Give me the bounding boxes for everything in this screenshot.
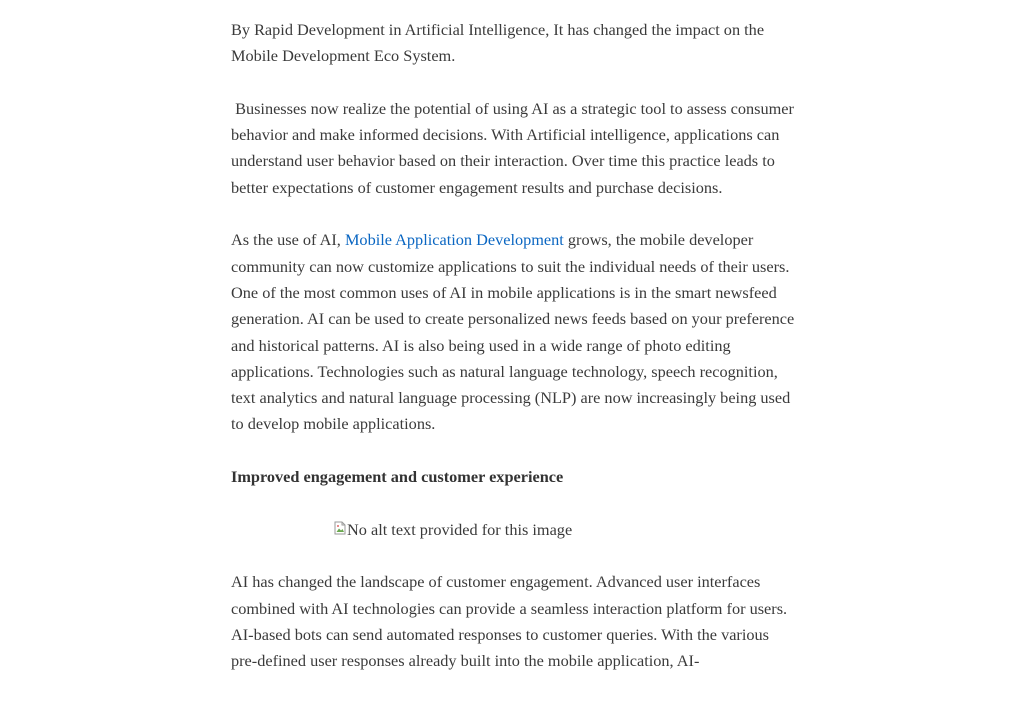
paragraph-text-after-link: grows, the mobile developer community can now customize applications to suit the individual needs of their users. One of the most common uses of AI in mobile applications is in the smart newsfeed generation. AI can be used to create personalized news feeds based on your preference and historical patterns. AI is also being used in a wide range of photo editing applications. Technologies such as natural language technology, speech recognition, text analytics and natural language processing (NLP) are now increasingly being used to develop mobile applications.	[231, 230, 799, 434]
engagement-paragraph: AI has changed the landscape of customer engagement. Advanced user interfaces combined with AI technologies can provide a seamless interaction platform for users. AI-based bots can send automated responses to customer queries. With the various pre-defined user responses already built into the mobile application, AI-	[231, 572, 788, 671]
article-body	[231, 17, 797, 701]
mobile-development-paragraph	[231, 227, 797, 437]
article-image	[231, 517, 797, 543]
section-heading: Improved engagement and customer experience	[231, 467, 564, 487]
image-alt-text: No alt text provided for this image	[347, 519, 573, 539]
intro-paragraph: By Rapid Development in Artificial Intelligence, It has changed the impact on the Mobile Development Eco System.	[231, 20, 765, 66]
paragraph-text-before-link: As the use of AI,	[231, 230, 345, 250]
broken-image-icon	[334, 521, 346, 535]
mobile-application-development-link[interactable]: Mobile Application Development	[344, 230, 564, 250]
businesses-paragraph: Businesses now realize the potential of using AI as a strategic tool to assess consumer behavior and make informed decisions. With Artificial intelligence, applications can understand user behavior based on their interaction. Over time this practice leads to better expectations of customer engagement results and purchase decisions.	[231, 98, 799, 197]
